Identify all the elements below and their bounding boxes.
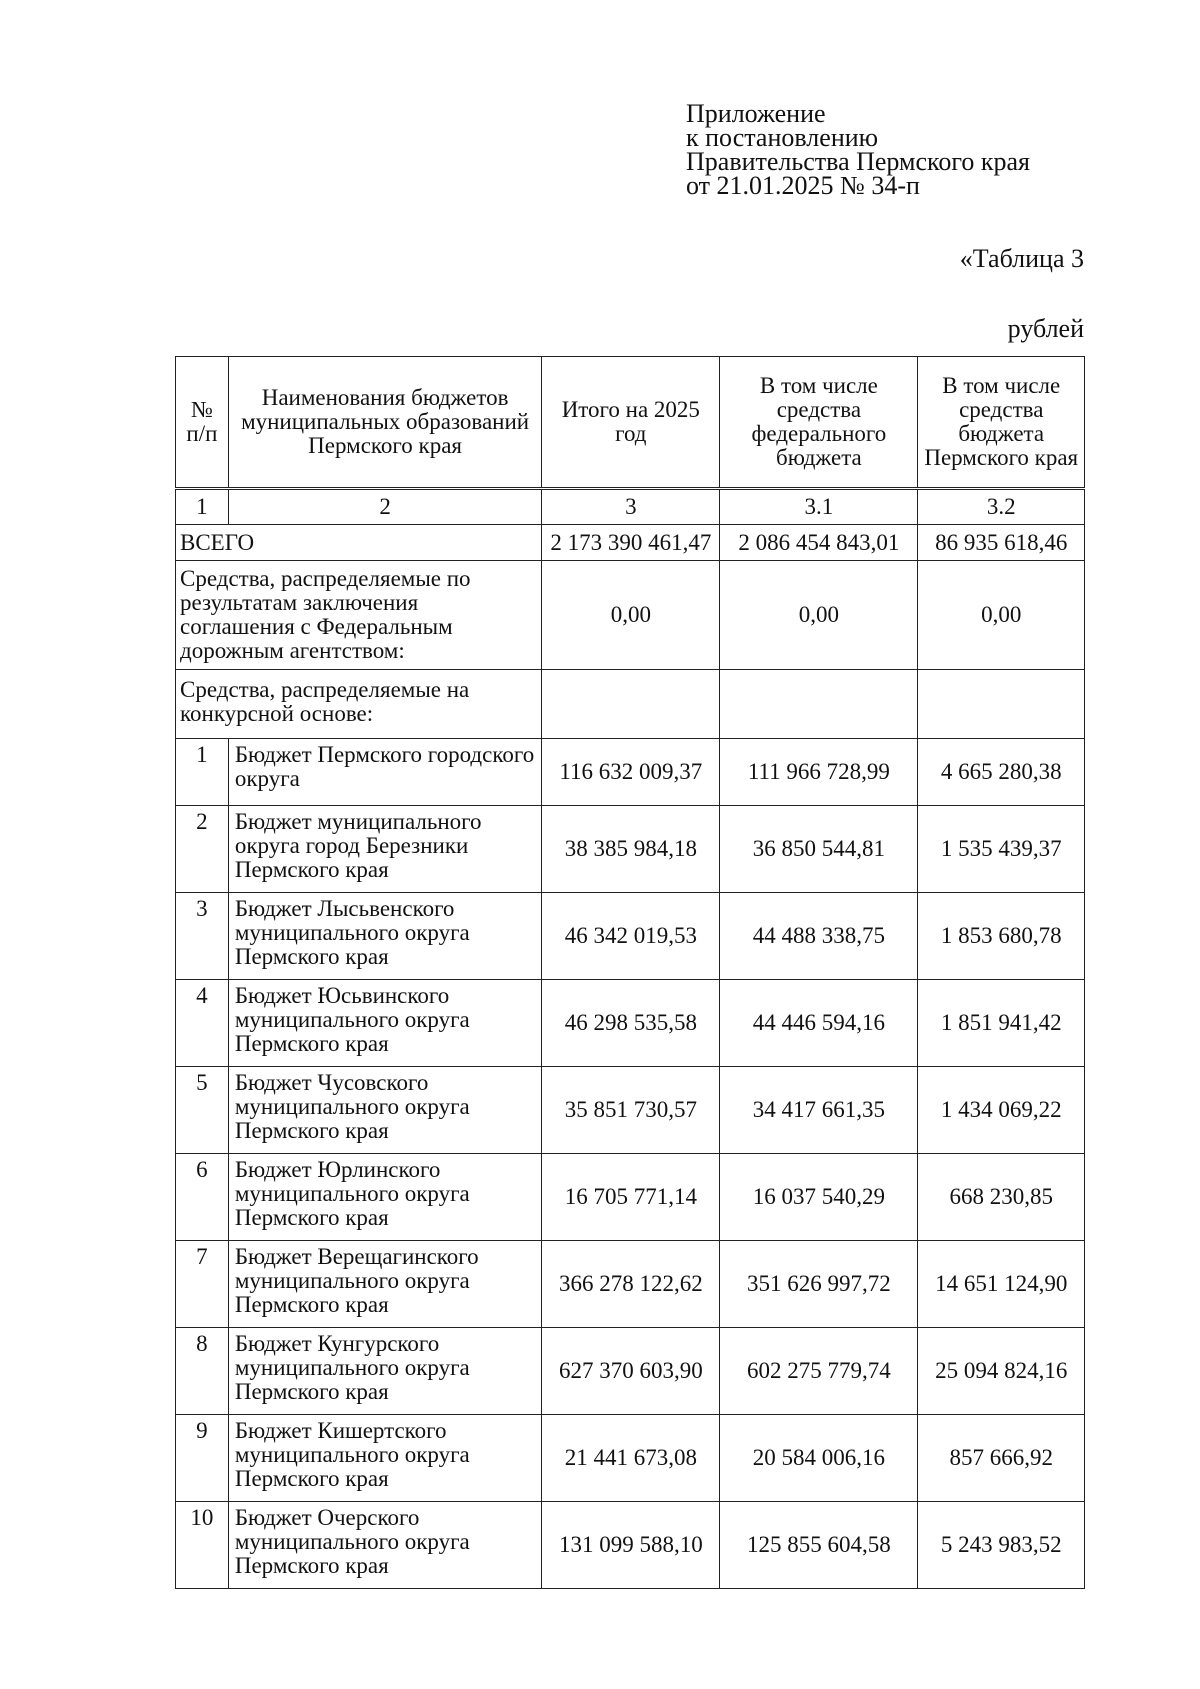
row-regional: 4 665 280,38 [918, 739, 1085, 806]
header-line: от 21.01.2025 № 34-п [686, 171, 920, 200]
total-row [176, 525, 1085, 561]
section-total: 0,00 [542, 561, 720, 670]
row-number: 10 [176, 1502, 229, 1589]
row-total: 35 851 730,57 [542, 1067, 720, 1154]
row-total: 21 441 673,08 [542, 1415, 720, 1502]
table-row [176, 1415, 1085, 1502]
unit-label: рублей [1007, 314, 1084, 343]
row-federal: 602 275 779,74 [720, 1328, 918, 1415]
section-label: Средства, распределяемые по результатам заключения соглашения с Федеральным дорожным агентством: [176, 561, 542, 670]
row-federal: 34 417 661,35 [720, 1067, 918, 1154]
row-total: 16 705 771,14 [542, 1154, 720, 1241]
row-budget-name: Бюджет Очерского муниципального округа Пермского края [228, 1502, 541, 1589]
row-regional: 668 230,85 [918, 1154, 1085, 1241]
table-row [176, 739, 1085, 806]
section-federal-agency-row [176, 561, 1085, 670]
row-total: 366 278 122,62 [542, 1241, 720, 1328]
row-budget-name: Бюджет муниципального округа город Березники Пермского края [228, 806, 541, 893]
row-federal: 44 488 338,75 [720, 893, 918, 980]
row-regional: 5 243 983,52 [918, 1502, 1085, 1589]
row-budget-name: Бюджет Верещагинского муниципального округа Пермского края [228, 1241, 541, 1328]
row-number: 3 [176, 893, 229, 980]
section-label: Средства, распределяемые на конкурсной основе: [176, 670, 542, 739]
data-rows [176, 739, 1085, 1589]
row-number: 2 [176, 806, 229, 893]
row-regional: 1 535 439,37 [918, 806, 1085, 893]
header-regional: В том числе средства бюджета Пермского края [918, 357, 1085, 489]
table-row [176, 893, 1085, 980]
header-line: Приложение [686, 99, 826, 128]
table-row [176, 1241, 1085, 1328]
row-federal: 351 626 997,72 [720, 1241, 918, 1328]
header-line: Правительства Пермского края [686, 147, 1030, 176]
row-number: 5 [176, 1067, 229, 1154]
row-total: 116 632 009,37 [542, 739, 720, 806]
row-regional: 1 853 680,78 [918, 893, 1085, 980]
total-regional: 86 935 618,46 [918, 525, 1085, 561]
header-federal: В том числе средства федерального бюджета [720, 357, 918, 489]
total-label: ВСЕГО [176, 525, 542, 561]
index-cell: 3 [542, 489, 720, 525]
table-header-row [176, 357, 1085, 489]
table-row [176, 1067, 1085, 1154]
row-number: 8 [176, 1328, 229, 1415]
row-total: 627 370 603,90 [542, 1328, 720, 1415]
total-federal: 2 086 454 843,01 [720, 525, 918, 561]
column-index-row [176, 489, 1085, 525]
index-cell: 3.2 [918, 489, 1085, 525]
empty-cell [918, 670, 1085, 739]
row-total: 131 099 588,10 [542, 1502, 720, 1589]
row-regional: 857 666,92 [918, 1415, 1085, 1502]
row-regional: 1 851 941,42 [918, 980, 1085, 1067]
section-federal: 0,00 [720, 561, 918, 670]
table-row [176, 1154, 1085, 1241]
row-federal: 20 584 006,16 [720, 1415, 918, 1502]
row-number: 9 [176, 1415, 229, 1502]
empty-cell [542, 670, 720, 739]
row-number: 7 [176, 1241, 229, 1328]
row-number: 6 [176, 1154, 229, 1241]
row-total: 46 298 535,58 [542, 980, 720, 1067]
table-row [176, 806, 1085, 893]
row-number: 4 [176, 980, 229, 1067]
table-row [176, 1502, 1085, 1589]
row-federal: 111 966 728,99 [720, 739, 918, 806]
row-budget-name: Бюджет Лысьвенского муниципального округа Пермского края [228, 893, 541, 980]
total-sum: 2 173 390 461,47 [542, 525, 720, 561]
table-label: «Таблица 3 [959, 244, 1084, 273]
row-federal: 36 850 544,81 [720, 806, 918, 893]
budget-table [175, 356, 1085, 1589]
row-regional: 1 434 069,22 [918, 1067, 1085, 1154]
index-cell: 3.1 [720, 489, 918, 525]
index-cell: 2 [228, 489, 541, 525]
row-budget-name: Бюджет Чусовского муниципального округа Пермского края [228, 1067, 541, 1154]
header-line: к постановлению [686, 123, 879, 152]
header-total: Итого на 2025 год [542, 357, 720, 489]
row-number: 1 [176, 739, 229, 806]
row-budget-name: Бюджет Кунгурского муниципального округа Пермского края [228, 1328, 541, 1415]
index-cell: 1 [176, 489, 229, 525]
row-budget-name: Бюджет Кишертского муниципального округа Пермского края [228, 1415, 541, 1502]
row-federal: 44 446 594,16 [720, 980, 918, 1067]
section-competitive-row [176, 670, 1085, 739]
document-header [686, 99, 1030, 200]
row-budget-name: Бюджет Юсьвинского муниципального округа Пермского края [228, 980, 541, 1067]
table-row [176, 1328, 1085, 1415]
row-federal: 125 855 604,58 [720, 1502, 918, 1589]
row-federal: 16 037 540,29 [720, 1154, 918, 1241]
row-regional: 25 094 824,16 [918, 1328, 1085, 1415]
row-regional: 14 651 124,90 [918, 1241, 1085, 1328]
row-total: 38 385 984,18 [542, 806, 720, 893]
row-budget-name: Бюджет Пермского городского округа [228, 739, 541, 806]
empty-cell [720, 670, 918, 739]
row-budget-name: Бюджет Юрлинского муниципального округа Пермского края [228, 1154, 541, 1241]
header-name: Наименования бюджетов муниципальных образований Пермского края [228, 357, 541, 489]
header-num: № п/п [176, 357, 229, 489]
row-total: 46 342 019,53 [542, 893, 720, 980]
section-regional: 0,00 [918, 561, 1085, 670]
table-row [176, 980, 1085, 1067]
